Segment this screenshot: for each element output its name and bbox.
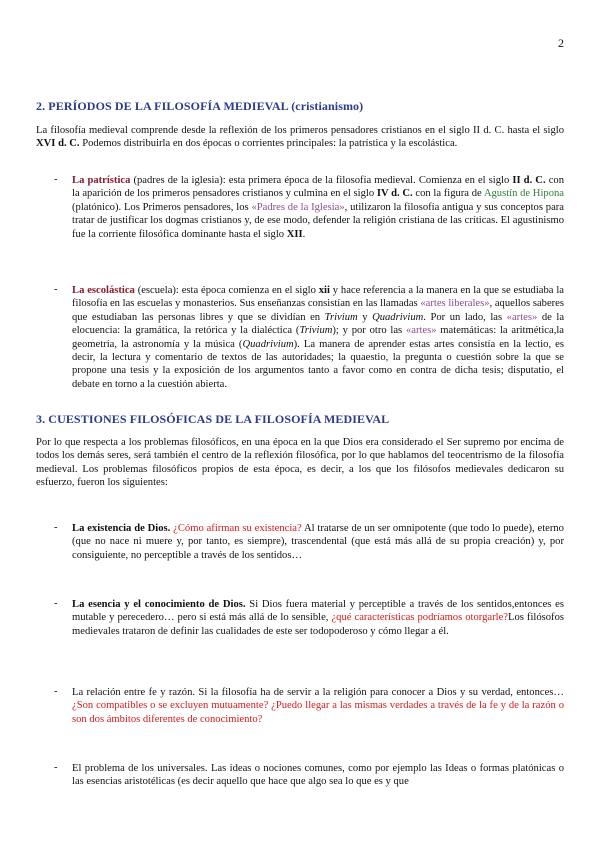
bullet-dash: - <box>54 598 58 609</box>
section-2-intro: La filosofía medieval comprende desde la reflexión de los primeros pensadores cristianos en el siglo II d. C. hasta el siglo XVI d. C. Podemos distribuirla en dos épocas o corrientes principales: la patrística y la escolástica. <box>36 125 564 150</box>
agustin-name: Agustín de Hipona <box>483 188 564 200</box>
question-existencia: ¿Cómo afirman su existencia? <box>170 523 302 534</box>
bullet-dash: - <box>54 762 58 773</box>
bullet-dash: - <box>54 284 58 295</box>
bullet-dash: - <box>54 686 58 697</box>
question-fe-razon: ¿Son compatibles o se excluyen mutuamente? ¿Puedo llegar a las mismas verdades a través de la fe y de la razón o son dos ámbitos diferentes de conocimiento? <box>72 700 564 725</box>
bullet-dash: - <box>54 522 58 533</box>
section-3-heading: 3. CUESTIONES FILOSÓFICAS DE LA FILOSOFÍA MEDIEVAL <box>36 412 390 426</box>
term-escolastica: La escolástica <box>72 285 135 296</box>
term-patristica: La patrística <box>72 175 131 186</box>
list-item-esencia: - La esencia y el conocimiento de Dios. Si Dios fuera material y perceptible a través de los sentidos,entonces es mutable y perecedero… pero si está más allá de lo sensible, ¿qué características podríamos otorgarle?Los filósofos medievales trataron de definir las cualidades de este ser todopoderoso y cómo llegar a él. <box>54 598 564 637</box>
question-esencia: ¿qué características podríamos otorgarle? <box>331 612 508 624</box>
section-3-intro: Por lo que respecta a los problemas filosóficos, en una época en la que Dios era considerado el Ser supremo por encima de todos los demás seres, será también el centro de la reflexión filosófica, por lo que hablamos del teocentrismo de la filosofía medieval. Los problemas filosóficos propios de esta época, es decir, a los que los filósofos medievales dedicaron su esfuerzo, fueron los siguientes: <box>36 437 564 489</box>
list-item-escolastica: - La escolástica (escuela): esta época comienza en el siglo xii y hace referencia a la manera en la que se estudiaba la filosofía en las escuelas y monasterios. Sus enseñanzas consistían en las llamadas «artes liberales», aquellos saberes que estudiaban las personas libres y que se dividían en Trivium y Quadrivium. Por un lado, las «artes» de la elocuencia: la gramática, la retórica y la dialéctica (Trivium); y por otro las «artes» matemáticas: la aritmética,la geometría, la astronomía y la música (Quadrivium). La manera de aprender estas artes consistía en la lectio, es decir, la lectura y comentario de textos de las autoridades; la quaestio, la pregunta o cuestión sobre la que se propone una tesis y la exposición de los argumentos tanto a favor como en contra de dicha tesis; disputatio, el debate en torno a la cuestión abierta. <box>54 284 565 390</box>
bullet-dash: - <box>54 174 58 185</box>
list-item-patristica: - La patrística (padres de la iglesia): esta primera época de la filosofía medieval. Comienza en el siglo II d. C. con la aparición de los primeros pensadores cristianos y culmina en el siglo IV d. C. con la figura de Agustín de Hipona (platónico). Los Primeros pensadores, los «Padres de la Iglesia», utilizaron la filosofía antigua y sus conceptos para tratar de justificar los dogmas cristianos y, de ese modo, defender la religión cristiana de las críticas. El agustinismo fue la corriente filosófica dominante hasta el siglo XII. <box>54 174 564 240</box>
list-item-fe-razon: - La relación entre fe y razón. Si la filosofía ha de servir a la religión para conocer a Dios y su verdad, entonces… ¿Son compatibles o se excluyen mutuamente? ¿Puedo llegar a las mismas verdades a través de la fe y de la razón o son dos ámbitos diferentes de conocimiento? <box>54 686 564 725</box>
list-item-existencia: - La existencia de Dios. ¿Cómo afirman su existencia? Al tratarse de un ser omnipotente (que todo lo puede), eterno (que no nace ni muere y, por tanto, es siempre), trascendental (que está más allá de su propia creación) y, por consiguiente, no perceptible a través de los sentidos… <box>54 522 564 561</box>
page-number: 2 <box>558 36 564 50</box>
list-item-universales: - El problema de los universales. Las ideas o nociones comunes, como por ejemplo las Ideas o formas platónicas o las esencias aristotélicas (es decir aquello que hace que algo sea lo que es y que <box>54 762 564 788</box>
section-2-heading: 2. PERÍODOS DE LA FILOSOFÍA MEDIEVAL (cristianismo) <box>36 99 364 113</box>
